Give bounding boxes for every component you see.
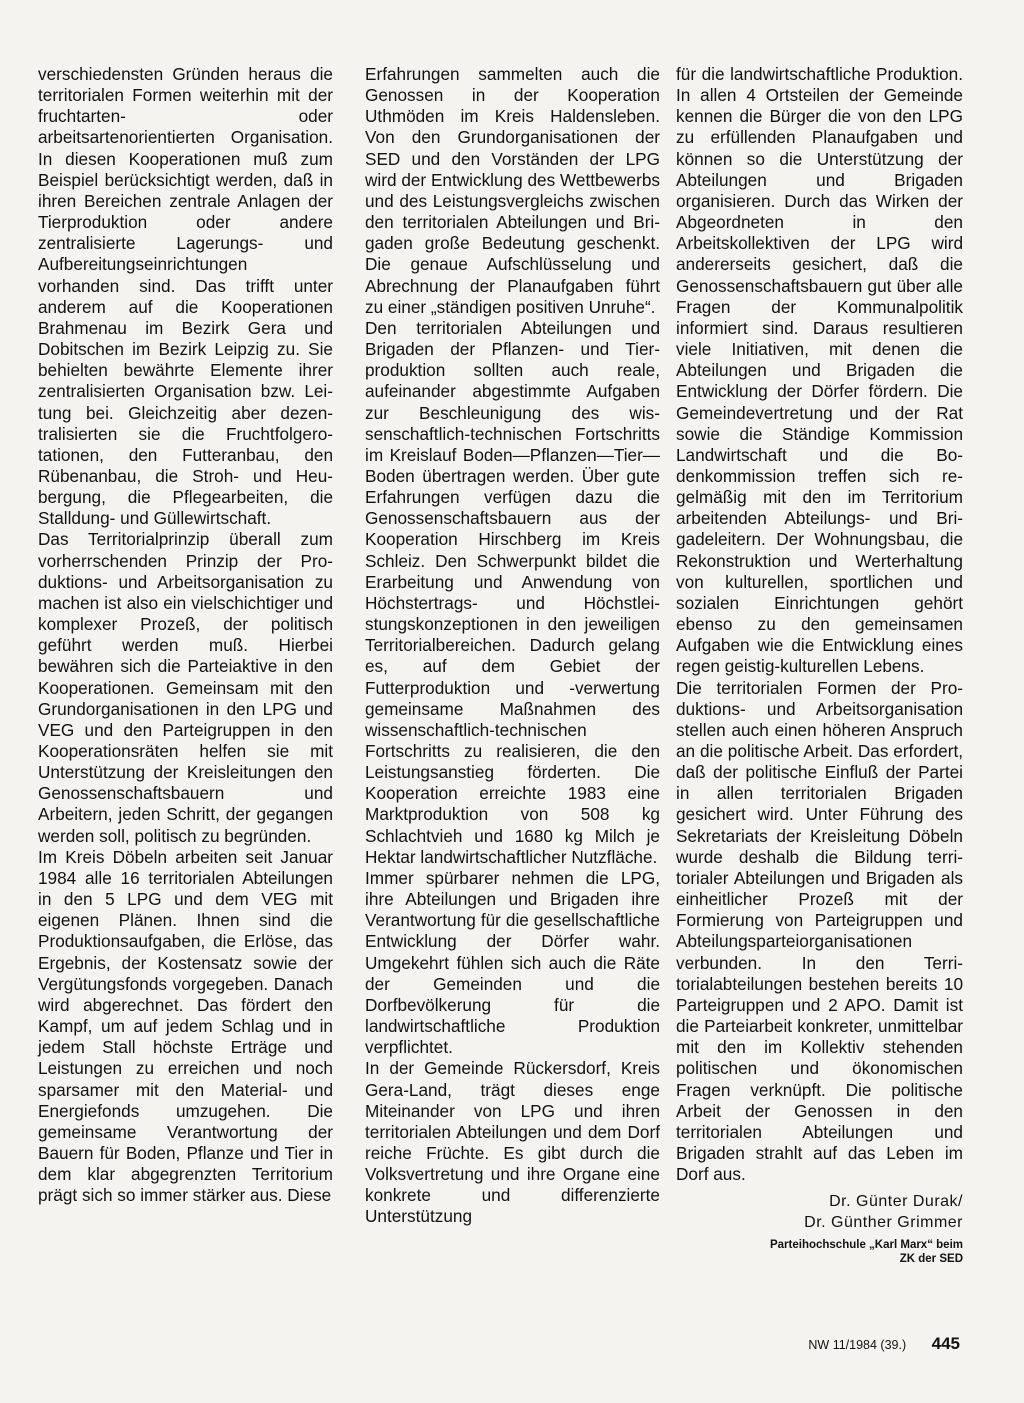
paragraph: Das Territorialprinzip überall zum vorherrschenden Prinzip der Produktions- und Arbeitsorganisation zu machen ist also ein vielschichtiger und komplexer Prozeß, der politisch geführt werden muß. Hierbei bewähren sich die Parteiaktive in den Kooperationen. Gemeinsam mit den Grundorganisationen in den LPG und VEG und den Parteigruppen in den Kooperationsräten helfen sie mit Unterstützung der Kreisleitungen den Genossenschaftsbauern und Arbeitern, jeden Schritt, der gegangen werden soll, politisch zu begründen. xyxy=(38,529,333,846)
article-column-3 xyxy=(676,64,963,1266)
paragraph: Erfahrungen sammelten auch die Genossen in der Kooperation Uthmöden im Kreis Haldensleben. Von den Grundorganisationen der SED und den Vorständen der LPG wird der Entwicklung des Wettbewerbs und des Leistungsvergleichs zwischen den territorialen Abteilungen und Brigaden große Bedeutung geschenkt. Die genaue Aufschlüsselung und Abrechnung der Planaufgaben führt zu einer „ständigen positiven Unruhe“. xyxy=(365,64,660,317)
paragraph: In der Gemeinde Rückersdorf, Kreis Gera-Land, trägt dieses enge Miteinander von LPG und ihren territorialen Abteilungen und dem Dorf reiche Früchte. Es gibt durch die Volksvertretung und ihre Organe eine konkrete und differenzierte Unterstützung xyxy=(365,1058,660,1227)
paragraph: Immer spürbarer nehmen die LPG, ihre Abteilungen und Brigaden ihre Verantwortung für die gesellschaftliche Entwicklung der Dörfer wahr. Umgekehrt fühlen sich auch die Räte der Gemeinden und die Dorfbevölkerung für die landwirtschaftliche Produktion verpflichtet. xyxy=(365,867,660,1058)
paragraph: verschiedensten Gründen heraus die territorialen Formen weiterhin mit der fruchtarten- oder arbeitsartenorientierten Organisation. In diesen Kooperationen muß zum Beispiel berücksichtigt werden, daß in ihren Bereichen zentrale Anlagen der Tierproduktion oder andere zentralisierte Lagerungs- und Aufbereitungseinrichtungen vorhanden sind. Das trifft unter anderem auf die Kooperationen Brahmenau im Bezirk Gera und Dobitschen im Bezirk Leipzig zu. Sie behielten bewährte Elemente ihrer zentralisierten Organisation bzw. Leitung bei. Gleichzeitig aber dezentralisierten sie die Fruchtfolgerotationen, den Futteranbau, den Rübenanbau, die Stroh- und Heubergung, die Pflegearbeiten, die Stalldung- und Güllewirtschaft. xyxy=(38,64,333,529)
paragraph: Den territorialen Abteilungen und Brigaden der Pflanzen- und Tierproduktion sollten auch reale, aufeinander abgestimmte Aufgaben zur Beschleunigung des wissenschaftlich-technischen Fortschritts im Kreislauf Boden—Pflanzen—Tier—Boden übertragen werden. Über gute Erfahrungen verfügen dazu die Genossenschaftsbauern aus der Kooperation Hirschberg im Kreis Schleiz. Den Schwerpunkt bildet die Erarbeitung und Anwendung von Höchstertrags- und Höchstleistungskonzeptionen in den jeweiligen Territorialbereichen. Dadurch gelang es, auf dem Gebiet der Futterproduktion und -verwertung gemeinsame Maßnahmen des wissenschaftlich-technischen Fortschritts zu realisieren, die den Leistungsanstieg förderten. Die Kooperation erreichte 1983 eine Marktproduktion von 508 kg Schlachtvieh und 1680 kg Milch je Hektar landwirtschaftlicher Nutzfläche. xyxy=(365,317,660,867)
author-affiliation xyxy=(676,1238,963,1266)
issue-label: NW 11/1984 (39.) xyxy=(808,1338,907,1352)
paragraph: Die territorialen Formen der Produktions- und Arbeitsorganisation stellen auch einen höheren Anspruch an die politische Arbeit. Das erfordert, daß der politische Einfluß der Partei in allen territorialen Brigaden gesichert wird. Unter Führung des Sekretariats der Kreisleitung Döbeln wurde deshalb die Bildung territorialer Abteilungen und Brigaden als einheitlicher Prozeß mit der Formierung von Parteigruppen und Abteilungsparteiorganisationen verbunden. In den Territorialabteilungen bestehen bereits 10 Parteigruppen und 2 APO. Damit ist die Parteiarbeit konkreter, unmittelbar mit den im Kollektiv stehenden politischen und ökonomischen Fragen verknüpft. Die politische Arbeit der Genossen in den territorialen Abteilungen und Brigaden strahlt auf das Leben im Dorf aus. xyxy=(676,677,963,1185)
author-name: Dr. Günter Durak/ xyxy=(829,1193,963,1211)
author-name: Dr. Günther Grimmer xyxy=(804,1214,963,1232)
paragraph: Im Kreis Döbeln arbeiten seit Januar 1984 alle 16 territorialen Abteilungen in den 5 LPG und dem VEG mit eigenen Plänen. Ihnen sind die Produktionsaufgaben, die Erlöse, das Ergebnis, der Kostensatz sowie der Vergütungsfonds vorgegeben. Danach wird abgerechnet. Das fördert den Kampf, um auf jedem Schlag und in jedem Stall höchste Erträge und Leistungen zu erreichen und noch sparsamer mit den Material- und Energiefonds umzugehen. Die gemeinsame Verantwortung der Bauern für Boden, Pflanze und Tier in dem klar abgegrenzten Territorium prägt sich so immer stärker aus. Diese xyxy=(38,846,333,1206)
affiliation-line: ZK der SED xyxy=(899,1252,963,1265)
page-footer xyxy=(808,1334,960,1354)
article-column-1 xyxy=(38,64,333,1206)
page-number: 445 xyxy=(931,1334,960,1353)
affiliation-line: Parteihochschule „Karl Marx“ beim xyxy=(769,1238,963,1251)
paragraph: für die landwirtschaftliche Produktion. In allen 4 Ortsteilen der Gemeinde kennen die Bürger die von den LPG zu erfüllenden Planaufgaben und können so die Unterstützung der Abteilungen und Brigaden organisieren. Durch das Wirken der Abgeordneten in den Arbeitskollektiven der LPG wird andererseits gesichert, daß die Genossenschaftsbauern gut über alle Fragen der Kommunalpolitik informiert sind. Daraus resultieren viele Initiativen, mit denen die Abteilungen und Brigaden die Entwicklung der Dörfer fördern. Die Gemeindevertretung und der Rat sowie die Ständige Kommission Landwirtschaft und die Bodenkommission treffen sich regelmäßig mit den im Territorium arbeitenden Abteilungs- und Brigadeleitern. Der Wohnungsbau, die Rekonstruktion und Werterhaltung von kulturellen, sportlichen und sozialen Einrichtungen gehört ebenso zu den gemeinsamen Aufgaben wie die Entwicklung eines regen geistig-kulturellen Lebens. xyxy=(676,64,963,677)
article-column-2 xyxy=(365,64,660,1228)
